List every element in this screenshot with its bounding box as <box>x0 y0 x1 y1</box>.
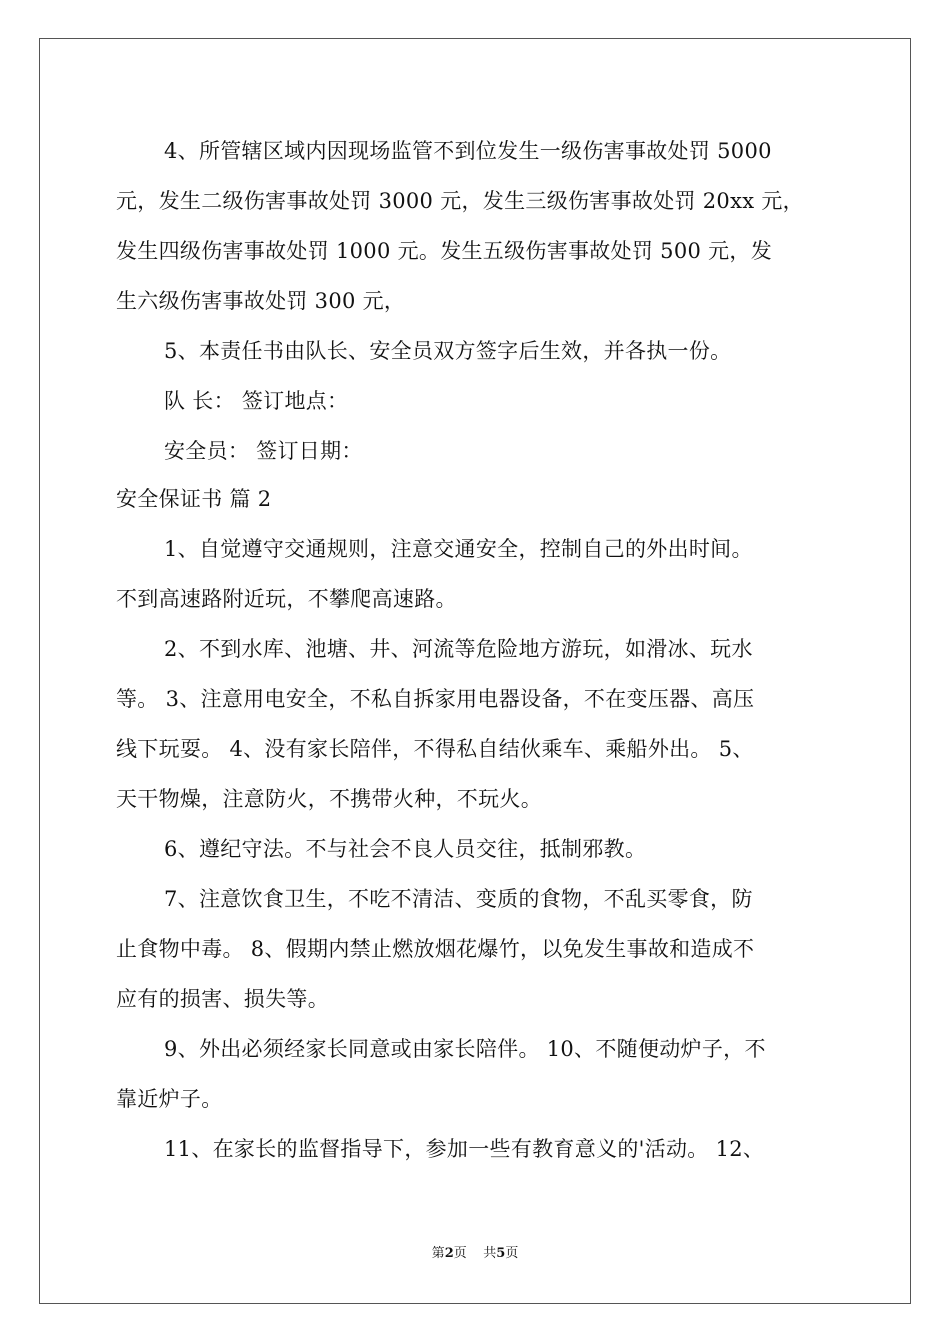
paragraph-line: 1、自觉遵守交通规则，注意交通安全，控制自己的外出时间。 <box>164 537 753 561</box>
footer-middle: 页 共 <box>453 1246 497 1261</box>
paragraph-line: 线下玩耍。 4、没有家长陪伴，不得私自结伙乘车、乘船外出。 5、 <box>116 737 754 761</box>
paragraph-line: 2、不到水库、池塘、井、河流等危险地方游玩，如滑冰、玩水 <box>164 637 753 661</box>
footer-prefix: 第 <box>431 1246 445 1261</box>
paragraph-line: 发生四级伤害事故处罚 1000 元。发生五级伤害事故处罚 500 元，发 <box>116 239 773 263</box>
paragraph-line: 应有的损害、损失等。 <box>116 987 329 1011</box>
page-number-footer <box>0 1245 950 1263</box>
paragraph-line: 7、注意饮食卫生，不吃不清洁、变质的食物，不乱买零食，防 <box>164 887 753 911</box>
paragraph-line: 6、遵纪守法。不与社会不良人员交往，抵制邪教。 <box>164 837 647 861</box>
footer-current-page: 2 <box>444 1246 454 1261</box>
paragraph-line: 11、在家长的监督指导下，参加一些有教育意义的'活动。 12、 <box>164 1137 765 1161</box>
page-frame <box>39 38 911 1304</box>
paragraph-line: 天干物燥，注意防火，不携带火种，不玩火。 <box>116 787 542 811</box>
paragraph-line: 生六级伤害事故处罚 300 元， <box>116 289 406 313</box>
paragraph-line: 5、本责任书由队长、安全员双方签字后生效，并各执一份。 <box>164 339 732 363</box>
footer-total-pages: 5 <box>496 1246 506 1261</box>
paragraph-line: 元，发生二级伤害事故处罚 3000 元，发生三级伤害事故处罚 20xx 元， <box>116 189 804 213</box>
section-heading: 安全保证书 篇 2 <box>116 487 272 511</box>
paragraph-line: 止食物中毒。 8、假期内禁止燃放烟花爆竹，以免发生事故和造成不 <box>116 937 755 961</box>
paragraph-line: 等。 3、注意用电安全，不私自拆家用电器设备，不在变压器、高压 <box>116 687 755 711</box>
signature-line-captain: 队 长： 签订地点： <box>164 389 349 413</box>
paragraph-line: 不到高速路附近玩，不攀爬高速路。 <box>116 587 457 611</box>
footer-suffix: 页 <box>505 1246 519 1261</box>
paragraph-line: 靠近炉子。 <box>116 1087 223 1111</box>
paragraph-line: 4、所管辖区域内因现场监管不到位发生一级伤害事故处罚 5000 <box>164 139 772 163</box>
paragraph-line: 9、外出必须经家长同意或由家长陪伴。 10、不随便动炉子，不 <box>164 1037 766 1061</box>
signature-line-safety-officer: 安全员： 签订日期： <box>164 439 363 463</box>
